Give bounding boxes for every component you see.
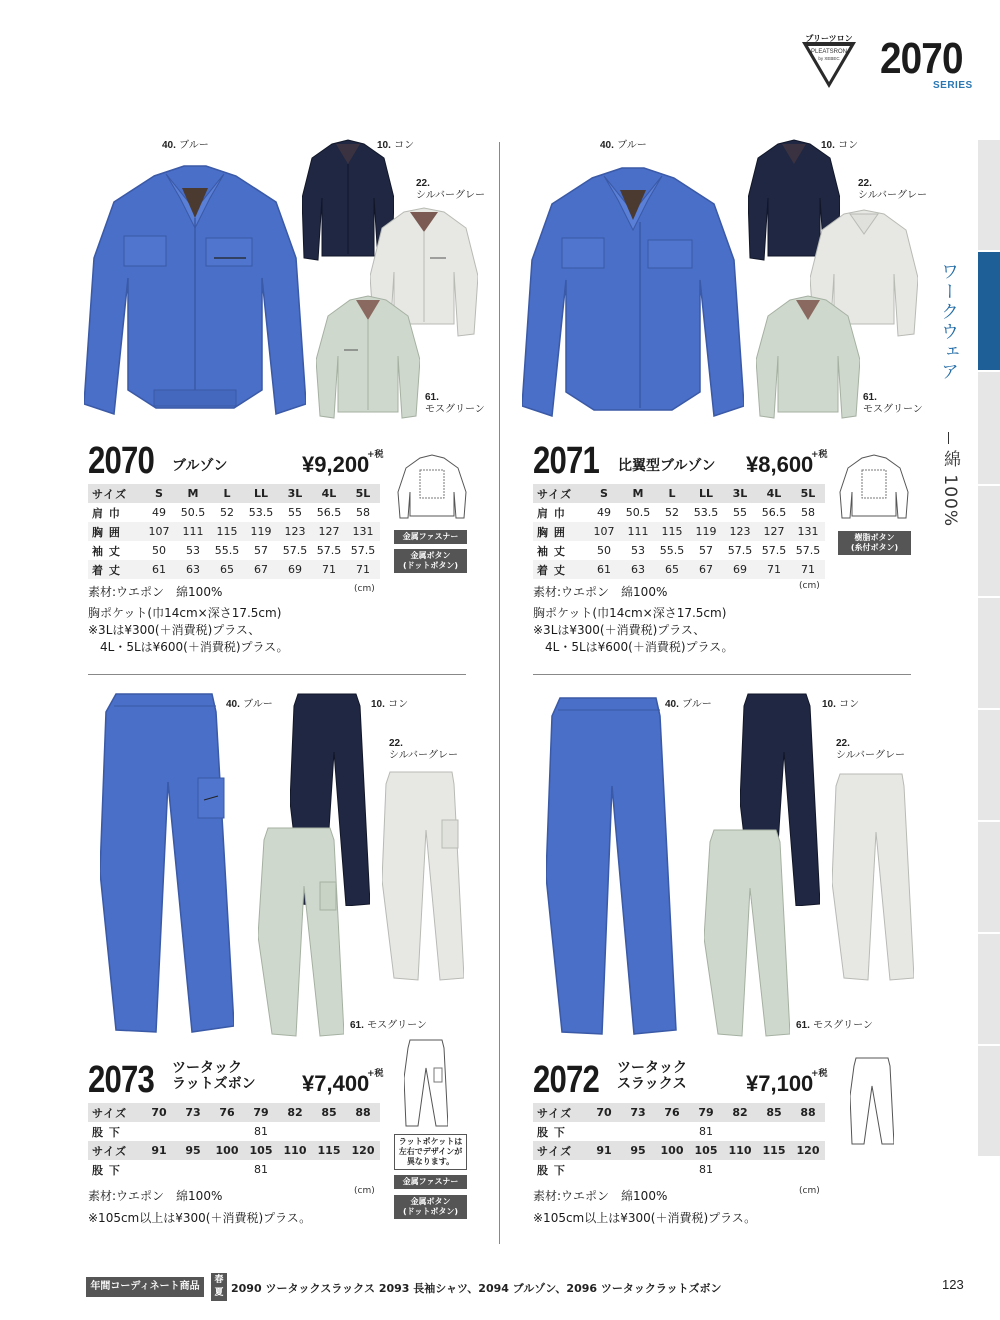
jacket-back-sketch	[838, 452, 910, 524]
page-number: 123	[942, 1277, 964, 1292]
product-note: 素材:ウエポン 綿100%	[533, 1189, 668, 1203]
color-caption: 10. コン	[821, 140, 859, 151]
brand-name: プリーツロン	[805, 34, 853, 43]
color-caption: 40. ブルー	[600, 140, 647, 151]
column-divider	[499, 142, 500, 1244]
brand-by: by XEBEC	[818, 56, 840, 61]
jacket-moss-image	[316, 294, 420, 422]
color-caption: 61. モスグリーン	[863, 392, 923, 415]
unit-label: (cm)	[799, 581, 820, 591]
jacket-back-sketch	[396, 452, 468, 524]
color-caption: 40. ブルー	[226, 699, 273, 710]
side-strip-top	[978, 140, 1000, 250]
pants-moss-image	[258, 826, 344, 1038]
color-caption: 10. コン	[371, 699, 409, 710]
product-name: ツータック スラックス	[617, 1060, 687, 1092]
product-code: 2073	[88, 1059, 155, 1101]
unit-label: (cm)	[354, 1186, 375, 1196]
color-caption: 61. モスグリーン	[350, 1020, 427, 1031]
jacket-moss-image	[756, 294, 860, 422]
tax-note: +税	[367, 1069, 384, 1079]
side-strip	[978, 822, 1000, 932]
unit-label: (cm)	[354, 584, 375, 594]
pants-silver-image	[832, 772, 914, 982]
season-badge: 春 夏	[211, 1273, 227, 1301]
side-strip	[978, 598, 1000, 708]
coordinate-items: 2090 ツータックスラックス 2093 長袖シャツ、2094 ブルゾン、2096 ツータックラットズボン	[231, 1282, 722, 1295]
unit-label: (cm)	[799, 1186, 820, 1196]
product-note: 素材:ウエポン 綿100%	[88, 1189, 223, 1203]
color-caption: 40. ブルー	[665, 699, 712, 710]
color-caption: 22. シルバーグレー	[389, 738, 459, 761]
size-table: サイズ 70 73 76 79 82 85 88 股 下 81 サイズ 91 95 100 105 110 115 120 股 下 81	[533, 1103, 825, 1179]
size-table: サイズ S M L LL 3L 4L 5L 肩 巾 49 50.5 52 53.5 55 56.5 58 胸 囲 107 111 115 119 123 127 131 袖 丈 50 53 55.5 57 57.5 57.5 57.5 着 丈 61 63 65 67 69 71 71	[533, 484, 825, 579]
color-caption: 61. モスグリーン	[425, 392, 485, 415]
tech-tag: 樹脂ボタン (糸付ボタン)	[838, 531, 911, 555]
brand-sub: PLEATSRON	[811, 49, 847, 55]
pants-blue-image	[100, 692, 234, 1038]
product-name: ブルゾン	[172, 458, 228, 474]
side-strip	[978, 486, 1000, 596]
product-note: ※3Lは¥300(＋消費税)プラス、	[533, 623, 706, 637]
series-word: SERIES	[933, 80, 973, 91]
material-label: 綿 100%	[940, 450, 960, 528]
product-name: 比翼型ブルゾン	[618, 458, 716, 474]
pants-sketch	[404, 1038, 448, 1128]
product-code: 2070	[88, 440, 155, 482]
product-note: 胸ポケット(巾14cm×深さ17.5cm)	[533, 606, 727, 620]
side-strip	[978, 934, 1000, 1044]
product-note: 素材:ウエポン 綿100%	[88, 585, 223, 599]
tech-tag: 金属ファスナー	[394, 530, 467, 544]
size-table: サイズ 70 73 76 79 82 85 88 股 下 81 サイズ 91 95 100 105 110 115 120 股 下 81	[88, 1103, 380, 1179]
product-code: 2072	[533, 1059, 600, 1101]
row-divider	[88, 674, 466, 675]
product-note: 胸ポケット(巾14cm×深さ17.5cm)	[88, 606, 282, 620]
product-code: 2071	[533, 440, 600, 482]
color-caption: 22. シルバーグレー	[836, 738, 906, 761]
category-tab[interactable]	[978, 252, 1000, 370]
row-divider	[533, 674, 911, 675]
brand-logo	[800, 32, 858, 90]
product-note: 4L・5Lは¥600(＋消費税)プラス。	[88, 640, 289, 654]
product-note: ※3Lは¥300(＋消費税)プラス、	[88, 623, 261, 637]
product-note: ※105cm以上は¥300(＋消費税)プラス。	[88, 1211, 312, 1225]
pants-moss-image	[704, 828, 790, 1038]
tax-note: +税	[811, 1069, 828, 1079]
color-caption: 40. ブルー	[162, 140, 209, 151]
color-caption: 10. コン	[822, 699, 860, 710]
product-price: ¥9,200	[302, 452, 370, 477]
side-strip	[978, 1046, 1000, 1156]
jacket-blue-image	[522, 162, 744, 422]
product-price: ¥7,400	[302, 1071, 370, 1096]
product-name: ツータック ラットズボン	[172, 1060, 256, 1092]
pants-sketch	[850, 1056, 894, 1146]
color-caption: 61. モスグリーン	[796, 1020, 873, 1031]
product-note: 4L・5Lは¥600(＋消費税)プラス。	[533, 640, 734, 654]
series-number: 2070	[880, 34, 963, 83]
coordinate-label: 年間コーディネート商品	[86, 1277, 204, 1297]
tax-note: +税	[367, 450, 384, 460]
category-label: ワークウェア	[938, 262, 959, 382]
tech-tag: 金属ファスナー	[394, 1175, 467, 1189]
color-caption: 22. シルバーグレー	[416, 178, 486, 201]
jacket-blue-image	[84, 158, 306, 420]
product-note: ※105cm以上は¥300(＋消費税)プラス。	[533, 1211, 757, 1225]
side-strip	[978, 710, 1000, 820]
pants-blue-image	[546, 696, 680, 1038]
side-strip	[978, 372, 1000, 484]
product-price: ¥7,100	[746, 1071, 814, 1096]
divider	[948, 432, 949, 444]
pants-silver-image	[382, 770, 464, 982]
pocket-note: ラットポケットは 左右でデザインが 異なります。	[394, 1134, 467, 1170]
tech-tag: 金属ボタン (ドットボタン)	[394, 1195, 467, 1219]
tech-tag: 金属ボタン (ドットボタン)	[394, 549, 467, 573]
size-table: サイズ S M L LL 3L 4L 5L 肩 巾 49 50.5 52 53.5 55 56.5 58 胸 囲 107 111 115 119 123 127 131 袖 丈 50 53 55.5 57 57.5 57.5 57.5 着 丈 61 63 65 67 69 71 71	[88, 484, 380, 579]
product-price: ¥8,600	[746, 452, 814, 477]
color-caption: 10. コン	[377, 140, 415, 151]
color-caption: 22. シルバーグレー	[858, 178, 928, 201]
product-note: 素材:ウエポン 綿100%	[533, 585, 668, 599]
tax-note: +税	[811, 450, 828, 460]
